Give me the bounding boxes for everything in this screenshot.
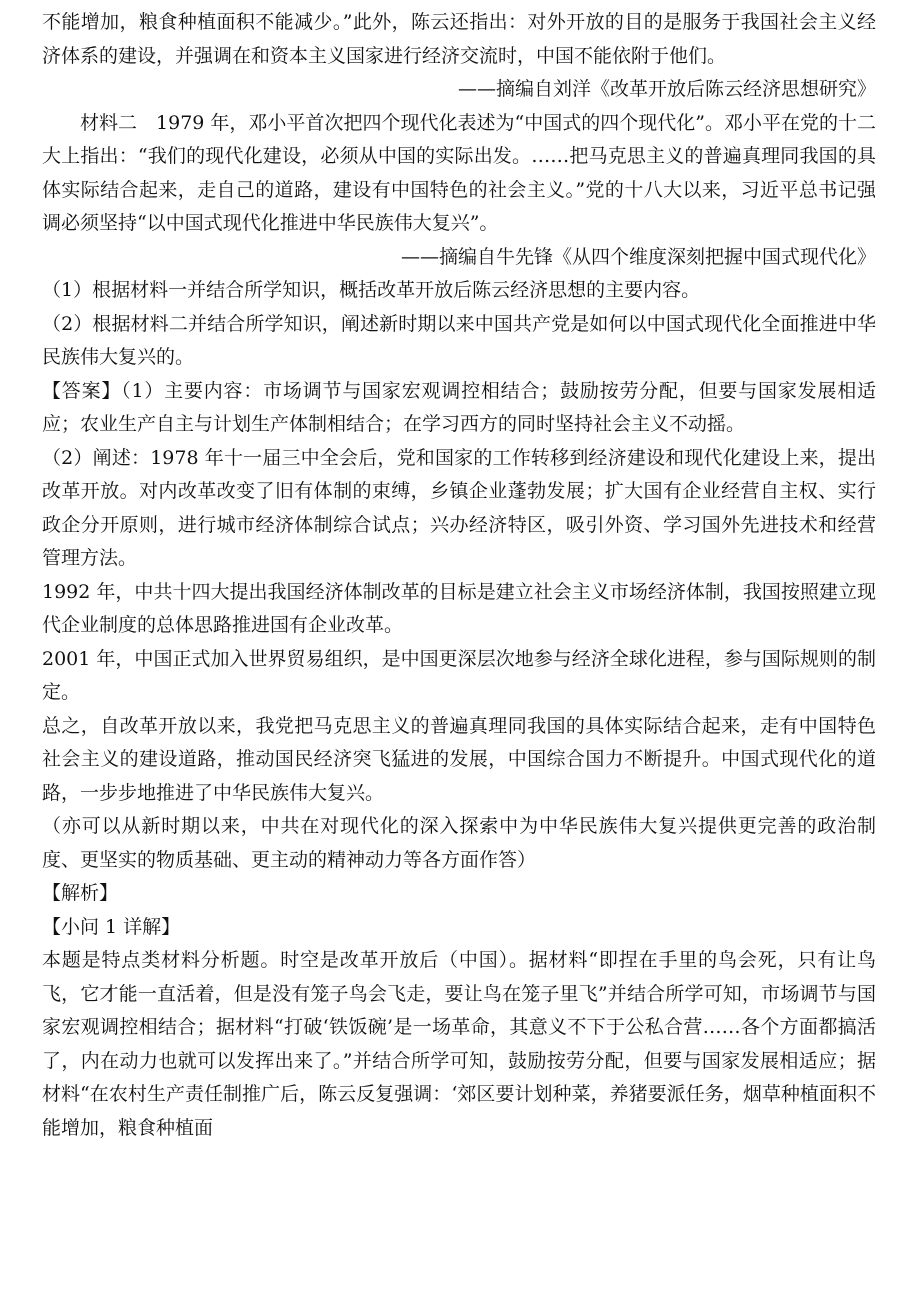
material2-source: ——摘编自牛先锋《从四个维度深刻把握中国式现代化》 [400,245,876,268]
material1-continuation: 不能增加，粮食种植面积不能减少。”此外，陈云还指出：对外开放的目的是服务于我国社会主义经济体系的建设，并强调在和资本主义国家进行经济交流时，中国不能依附于他们。 [42,11,876,67]
question-2: （2）根据材料二并结合所学知识，阐述新时期以来中国共产党是如何以中国式现代化全面推进中华民族伟大复兴的。 [42,312,876,368]
answer-2-part-2: 1992 年，中共十四大提出我国经济体制改革的目标是建立社会主义市场经济体制，我国按照建立现代企业制度的总体思路推进国有企业改革。 [42,580,876,636]
question-1: （1）根据材料一并结合所学知识，概括改革开放后陈云经济思想的主要内容。 [42,279,701,301]
analysis-sub1-text: 本题是特点类材料分析题。时空是改革开放后（中国）。据材料“即捏在手里的鸟会死，只有让鸟飞，它才能一直活着，但是没有笼子鸟会飞走，要让鸟在笼子里飞”并结合所学可知，市场调节与国家宏观调控相结合；据材料“打破‘铁饭碗’是一场革命，其意义不下于公私合营……各个方面都搞活了，内在动力也就可以发挥出来了。”并结合所学可知，鼓励按劳分配，但要与国家发展相适应；据材料“在农村生产责任制推广后，陈云反复强调：‘郊区要计划种菜，养猪要派任务，烟草种植面积不能增加，粮食种植面 [42,949,876,1139]
document-page [42,6,876,1145]
analysis-heading: 【解析】 [42,882,119,904]
answer-2-part-3: 2001 年，中国正式加入世界贸易组织，是中国更深层次地参与经济全球化进程，参与国际规则的制定。 [42,647,876,703]
answer-2-part-4: 总之，自改革开放以来，我党把马克思主义的普遍真理同我国的具体实际结合起来，走有中国特色社会主义的建设道路，推动国民经济突飞猛进的发展，中国综合国力不断提升。中国式现代化的道路，一步步地推进了中华民族伟大复兴。 [42,714,876,804]
material1-source: ——摘编自刘洋《改革开放后陈云经济思想研究》 [457,78,876,100]
answer-1: 【答案】（1）主要内容：市场调节与国家宏观调控相结合；鼓励按劳分配，但要与国家发展相适应；农业生产自主与计划生产体制相结合；在学习西方的同时坚持社会主义不动摇。 [42,379,876,435]
material2-text: 材料二 1979 年，邓小平首次把四个现代化表述为“中国式的四个现代化”。邓小平在党的十二大上指出：“我们的现代化建设，必须从中国的实际出发。……把马克思主义的普遍真理同我国的具体实际结合起来，走自己的道路，建设有中国特色的社会主义。”党的十八大以来，习近平总书记强调必须坚持“以中国式现代化推进中华民族伟大复兴”。 [42,111,876,234]
analysis-sub1-heading: 【小问 1 详解】 [42,915,181,938]
answer-2-note: （亦可以从新时期以来，中共在对现代化的深入探索中为中华民族伟大复兴提供更完善的政治制度、更坚实的物质基础、更主动的精神动力等各方面作答） [42,815,876,871]
answer-2-part-1: （2）阐述：1978 年十一届三中全会后，党和国家的工作转移到经济建设和现代化建设上来，提出改革开放。对内改革改变了旧有体制的束缚，乡镇企业蓬勃发展；扩大国有企业经营自主权、实行政企分开原则，进行城市经济体制综合试点；兴办经济特区，吸引外资、学习国外先进技术和经营管理方法。 [42,446,876,569]
